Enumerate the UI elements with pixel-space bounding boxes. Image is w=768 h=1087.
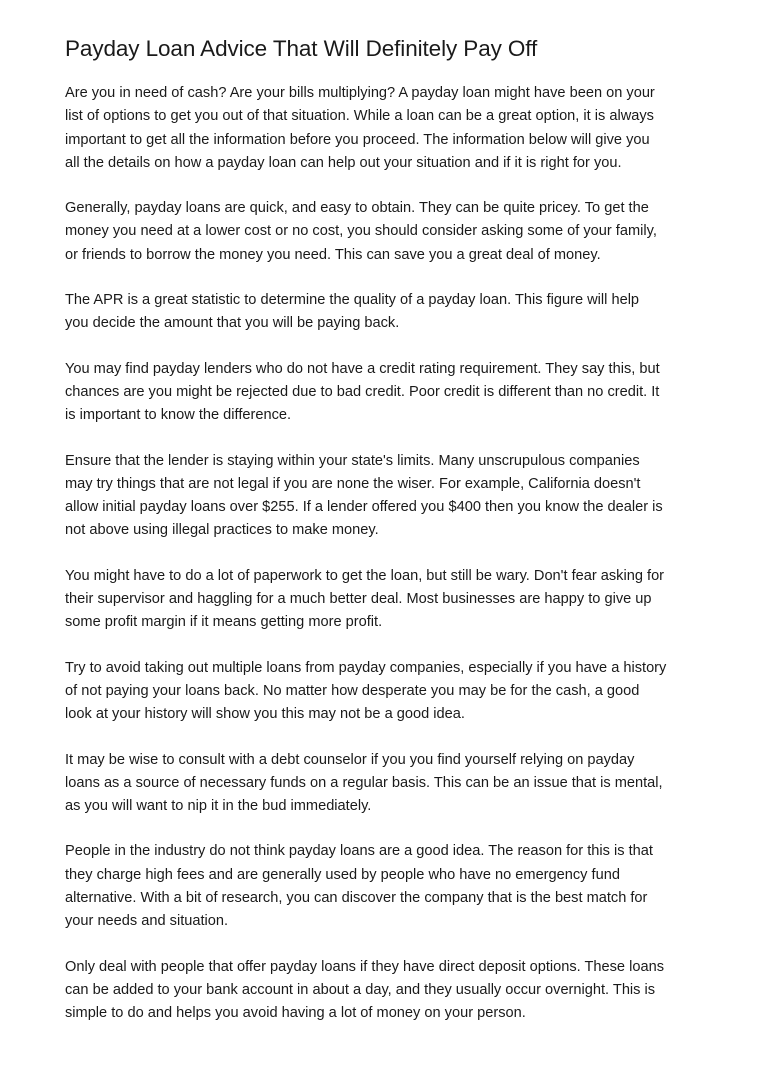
- text-line: or friends to borrow the money you need. This can save you a great deal of money.: [65, 246, 601, 263]
- text-line: Try to avoid taking out multiple loans from payday companies, especially if you have a history: [65, 659, 667, 676]
- text-line: can be added to your bank account in about a day, and they usually occur overnight. This is: [65, 981, 656, 998]
- text-line: look at your history will show you this may not be a good idea.: [65, 706, 465, 723]
- body-paragraph: [65, 197, 715, 267]
- text-line: money you need at a lower cost or no cost, you should consider asking some of your family,: [65, 223, 657, 240]
- document-title: Payday Loan Advice That Will Definitely Pay Off: [65, 36, 538, 61]
- text-line: You may find payday lenders who do not have a credit rating requirement. They say this, but: [65, 360, 660, 377]
- text-line: important to get all the information before you proceed. The information below will give you: [65, 131, 650, 148]
- text-line: not above using illegal practices to make money.: [65, 522, 379, 539]
- text-line: simple to do and helps you avoid having a lot of money on your person.: [65, 1005, 526, 1022]
- body-paragraph: [65, 565, 715, 635]
- text-line: Ensure that the lender is staying within your state's limits. Many unscrupulous companies: [65, 452, 640, 469]
- text-line: alternative. With a bit of research, you can discover the company that is the best match for: [65, 890, 648, 907]
- document-page: [65, 32, 715, 1048]
- body-paragraph: [65, 358, 715, 428]
- text-line: their supervisor and haggling for a much better deal. Most businesses are happy to give up: [65, 591, 652, 608]
- text-line: Are you in need of cash? Are your bills multiplying? A payday loan might have been on your: [65, 85, 655, 101]
- text-line: your needs and situation.: [65, 913, 229, 930]
- text-line: as you will want to nip it in the bud immediately.: [65, 798, 372, 815]
- text-line: is important to know the difference.: [65, 407, 292, 424]
- body-paragraph: [65, 749, 715, 819]
- body-paragraph: [65, 82, 715, 175]
- body-paragraph: [65, 657, 715, 727]
- text-line: Only deal with people that offer payday loans if they have direct deposit options. These loans: [65, 958, 664, 975]
- text-line: some profit margin if it means getting more profit.: [65, 614, 383, 631]
- text-line: People in the industry do not think payday loans are a good idea. The reason for this is that: [65, 843, 653, 860]
- text-line: of not paying your loans back. No matter how desperate you may be for the cash, a good: [65, 682, 640, 699]
- body-paragraph: [65, 450, 715, 543]
- text-line: they charge high fees and are generally used by people who have no emergency fund: [65, 866, 620, 883]
- text-line: chances are you might be rejected due to bad credit. Poor credit is different than no credit. It: [65, 383, 660, 400]
- text-line: You might have to do a lot of paperwork to get the loan, but still be wary. Don't fear asking for: [65, 567, 665, 584]
- body-paragraph: [65, 956, 715, 1026]
- text-line: may try things that are not legal if you are none the wiser. For example, California doesn't: [65, 475, 641, 492]
- text-line: The APR is a great statistic to determine the quality of a payday loan. This figure will help: [65, 292, 640, 309]
- text-line: list of options to get you out of that situation. While a loan can be a great option, it is always: [65, 108, 654, 125]
- body-paragraph: [65, 289, 715, 336]
- text-line: you decide the amount that you will be paying back.: [65, 315, 400, 332]
- text-line: It may be wise to consult with a debt counselor if you you find yourself relying on payday: [65, 751, 635, 768]
- body-paragraph: [65, 840, 715, 933]
- text-line: Generally, payday loans are quick, and easy to obtain. They can be quite pricey. To get the: [65, 200, 649, 217]
- document-body: [65, 82, 715, 1026]
- text-line: allow initial payday loans over $255. If a lender offered you $400 then you know the dealer is: [65, 499, 663, 516]
- text-line: all the details on how a payday loan can help out your situation and if it is right for you.: [65, 154, 622, 171]
- text-line: loans as a source of necessary funds on a regular basis. This can be an issue that is mental,: [65, 774, 663, 791]
